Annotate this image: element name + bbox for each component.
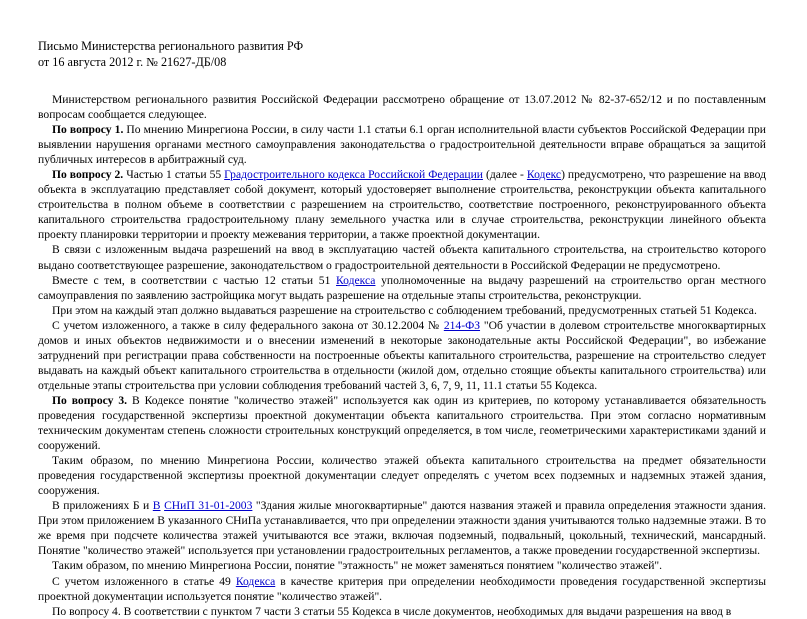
question-2-text-c: ) предусмотрено, что разрешение на ввод объекта в эксплуатацию представляет собой документ, который удостоверяет выполнение строительства, реконструкции объекта капитального строительства в полном объеме в соответствии с разрешением на строительство, соответствие построенного, реконструированного объекта капитального строительства градостроительному плану земельного участка или в случае строительства, реконструкции линейного объекта проекту планировки территории и проекту межевания территории, а также проектной документации. (38, 168, 766, 242)
paragraph-intro: Министерством регионального развития Российской Федерации рассмотрено обращение от 13.07.2012 № 82-37-652/12 и по поставленным вопросам сообщается следующее. (38, 93, 766, 122)
fz-text-a: С учетом изложенного, а также в силу федерального закона от 30.12.2004 № (52, 318, 444, 332)
link-kodeks-st51[interactable]: Кодекса (336, 273, 376, 287)
link-kodeks-st49[interactable]: Кодекса (235, 574, 276, 588)
stages-text-a: Вместе с тем, в соответствии с частью 12 статьи 51 (52, 273, 336, 287)
link-snip-31-01-2003[interactable]: СНиП 31-01-2003 (164, 499, 253, 513)
letter-page (38, 38, 766, 619)
question-1-text: По мнению Минрегиона России, в силу части 1.1 статьи 6.1 орган исполнительной власти субъектов Российской Федерации при выявлении нарушения органами местного самоуправления законодательства о градостроительной деятельности вправе обращаться за защитой публичных интересов в арбитражный суд. (38, 123, 766, 167)
question-3-text: В Кодексе понятие "количество этажей" используется как один из критериев, по которому устанавливается обязательность проведения государственной экспертизы проектной документации объекта капитального строительства. При этом согласно нормативным техническим документам степень сложности строительных конструкций определяется, в том числе, геометрическими характеристиками зданий и сооружений. (38, 393, 766, 453)
link-gradostroitelny-kodeks[interactable]: Градостроительного кодекса Российской Федерации (224, 168, 483, 182)
question-3-heading: По вопросу 3. (52, 393, 128, 407)
paragraph-214fz (38, 318, 766, 393)
paragraph-each-stage: При этом на каждый этап должно выдаваться разрешение на строительство с соблюдением требований, предусмотренных статьей 51 Кодекса. (52, 303, 757, 317)
question-1-heading: По вопросу 1. (52, 123, 124, 137)
letter-title: Письмо Министерства регионального развития РФ (38, 39, 304, 53)
question-2-heading: По вопросу 2. (52, 168, 124, 182)
paragraph-permits-parts: В связи с изложенным выдача разрешений на ввод в эксплуатацию частей объекта капитального строительства, на строительство которого выдано соответствующее разрешение, законодательством о градостроительной деятельности в Российской Федерации не предусмотрено. (38, 243, 766, 272)
link-kodeks[interactable]: Кодекс (526, 168, 562, 182)
paragraph-question-1 (38, 122, 766, 167)
paragraph-article-49 (38, 574, 766, 604)
question-2-text-b: (далее - (482, 168, 527, 182)
link-appendix-v[interactable]: В (152, 499, 161, 513)
paragraph-etazhnost: Таким образом, по мнению Минрегиона России, понятие "этажность" не может заменяться понятием "количество этажей". (52, 559, 663, 573)
stages-text-b: уполномоченные на выдачу разрешений на строительство орган местного самоуправления по заявлению застройщика могут выдать разрешение на отдельные этапы строительства, реконструкции. (38, 273, 766, 302)
paragraph-floors-count: Таким образом, по мнению Минрегиона России, количество этажей объекта капитального строительства на предмет обязательности проведения государственной экспертизы проектной документации следует определять с учетом всех подземных и надземных этажей здания, сооружения. (38, 454, 766, 498)
paragraph-question-4: По вопросу 4. В соответствии с пунктом 7 части 3 статьи 55 Кодекса в числе документов, необходимых для выдачи разрешения на ввод в (52, 604, 732, 618)
link-214-fz[interactable]: 214-ФЗ (443, 318, 481, 332)
fz-text-b: "Об участии в долевом строительстве многоквартирных домов и иных объектов недвижимости и о внесении изменений в некоторые законодательные акты Российской Федерации", во избежание затруднений при регистрации права собственности на построенные объекты капитального строительства, разрешение на строительство следует выдавать на каждый объект капитального строительства в отдельности (жилой дом, отдельно стоящие объекты капитального строительства) или отдельные этапы строительства при условии соблюдения требований частей 3, 6, 7, 9, 11, 11.1 статьи 55 Кодекса. (38, 318, 766, 392)
paragraph-question-2 (38, 167, 766, 242)
letter-date-number: от 16 августа 2012 г. № 21627-ДБ/08 (38, 55, 227, 69)
letter-body (38, 92, 766, 619)
art49-text-a: С учетом изложенного в статье 49 (52, 574, 236, 588)
letter-header (38, 38, 766, 70)
paragraph-snip (38, 498, 766, 558)
snip-text-a: В приложениях Б и (52, 499, 153, 513)
art49-text-b: в качестве критерия при определении необходимости проведения государственной экспертизы проектной документации используется понятие "количество этажей". (38, 574, 766, 603)
snip-text-c: "Здания жилые многоквартирные" даются названия этажей и правила определения этажности здания. При этом приложением В указанного СНиПа устанавливается, что при определении этажности здания учитываются только надземные этажи. В то же время при подсчете количества этажей учитываются все этажи, включая подземный, подвальный, цокольный, технический, мансардный. Понятие "количество этажей" используется при установлении градостроительных регламентов, а также проведении государственной экспертизы. (38, 499, 767, 558)
question-2-text-a: Частью 1 статьи 55 (123, 168, 225, 182)
paragraph-question-3 (38, 393, 766, 453)
paragraph-stages (38, 273, 766, 303)
